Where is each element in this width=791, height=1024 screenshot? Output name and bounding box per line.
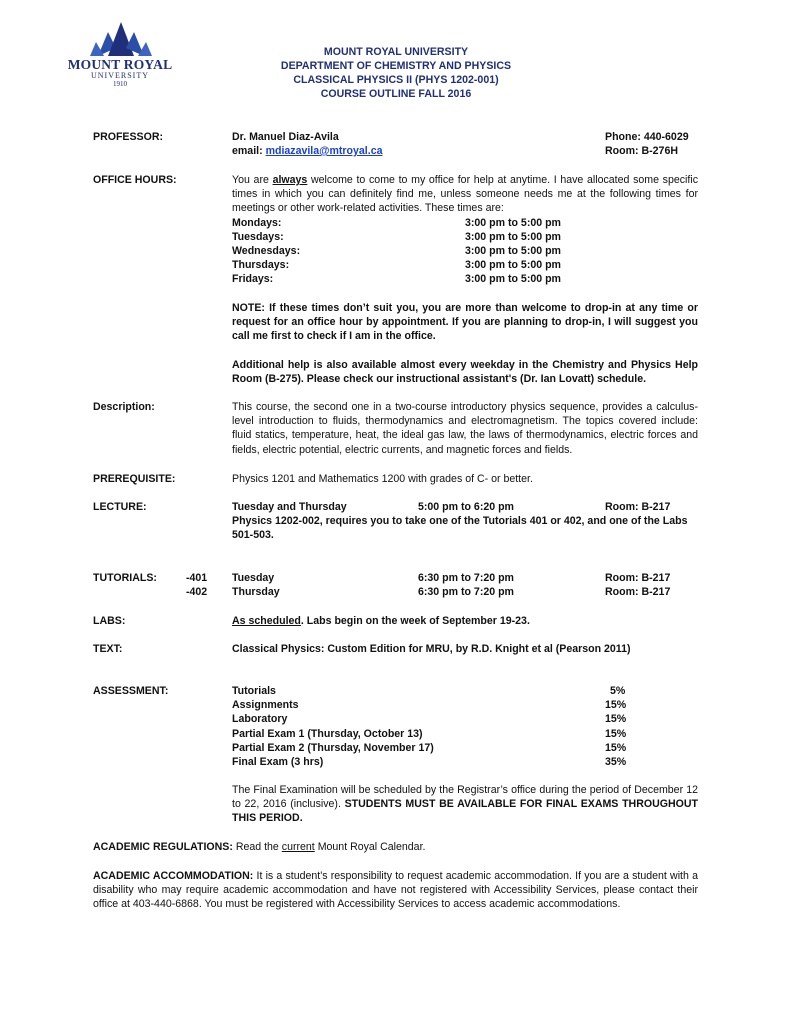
tutorial-time: 6:30 pm to 7:20 pm	[418, 572, 514, 584]
lecture-label: LECTURE:	[93, 501, 147, 513]
header-university: MOUNT ROYAL UNIVERSITY	[323, 46, 469, 58]
description-text: This course, the second one in a two-course introductory physics sequence, provides a calculus-level introduction to fluids, thermodynamics and electromagnetism. The topics covered include: fluid statics, temperature, heat, the ideal gas law, the laws of thermodynamics, electric forces and fields, electric potential, electric currents, and magnetic forces and fields.	[232, 401, 698, 456]
assessment-label: ASSESSMENT:	[93, 685, 169, 697]
description-label: Description:	[93, 401, 155, 413]
assessment-weight: 15%	[605, 728, 627, 740]
professor-phone: Phone: 440-6029	[605, 131, 689, 143]
lecture-note: Physics 1202-002, requires you to take one of the Tutorials 401 or 402, and one of the Labs 501-503.	[232, 515, 688, 542]
assessment-weight: 15%	[605, 713, 627, 725]
schedule-day: Fridays:	[232, 273, 274, 285]
assessment-item: Partial Exam 2 (Thursday, November 17)	[232, 742, 434, 754]
tutorial-room: Room: B-217	[605, 572, 671, 584]
logo-name: MOUNT ROYAL	[67, 57, 173, 72]
email-label: email:	[232, 145, 266, 157]
text-label: TEXT:	[93, 643, 123, 655]
regulations-current: current	[281, 841, 315, 853]
regulations-text-1: Read the	[232, 841, 282, 853]
schedule-day: Mondays:	[232, 217, 282, 229]
lecture-days: Tuesday and Thursday	[232, 501, 347, 513]
tutorial-section: -402	[186, 586, 208, 598]
academic-regulations	[93, 840, 698, 854]
office-hours-note: NOTE: If these times don’t suit you, you are more than welcome to drop-in at any time or request for an office hour by appointment. If you are planning to drop-in, I will suggest you call me first to check if I am in the office.	[232, 302, 698, 343]
labs-label: LABS:	[93, 615, 126, 627]
intro-always: always	[272, 174, 308, 186]
academic-regulations-label: ACADEMIC REGULATIONS:	[93, 841, 233, 853]
labs-rest: . Labs begin on the week of September 19-23.	[300, 615, 530, 627]
assessment-item: Partial Exam 1 (Thursday, October 13)	[232, 728, 423, 740]
assessment-item: Assignments	[232, 699, 299, 711]
schedule-time: 3:00 pm to 5:00 pm	[465, 273, 561, 285]
prerequisite-label: PREREQUISITE:	[93, 473, 176, 485]
schedule-time: 3:00 pm to 5:00 pm	[465, 217, 561, 229]
schedule-day: Thursdays:	[232, 259, 290, 271]
tutorial-time: 6:30 pm to 7:20 pm	[418, 586, 514, 598]
university-logo-icon	[78, 18, 164, 58]
office-hours-label: OFFICE HOURS:	[93, 174, 177, 186]
labs-scheduled: As scheduled	[232, 615, 301, 627]
logo-subtitle: UNIVERSITY	[91, 71, 149, 80]
accommodation-text: It is a student's responsibility to request academic accommodation. If you are a student with a disability who may require academic accommodation and have not registered with Accessibility Services, please contact their office at 403-440-6868. You must be registered with Accessibility Services to access academic accommodations.	[93, 870, 698, 911]
textbook-title: Classical Physics: Custom Edition for MRU, by R.D. Knight et al (Pearson 2011)	[232, 643, 631, 655]
assessment-weight: 5%	[610, 685, 626, 697]
logo-year: 1910	[113, 80, 127, 88]
assessment-weight: 15%	[605, 742, 627, 754]
header-outline: COURSE OUTLINE FALL 2016	[320, 88, 472, 100]
schedule-day: Tuesdays:	[232, 231, 284, 243]
final-exam-note	[232, 783, 698, 826]
academic-accommodation-label: ACADEMIC ACCOMMODATION:	[93, 870, 254, 882]
assessment-item: Tutorials	[232, 685, 276, 697]
assessment-item: Laboratory	[232, 713, 288, 725]
assessment-weight: 35%	[605, 756, 627, 768]
professor-email-link[interactable]: mdiazavila@mtroyal.ca	[265, 145, 383, 157]
tutorial-section: -401	[186, 572, 208, 584]
schedule-time: 3:00 pm to 5:00 pm	[465, 245, 561, 257]
schedule-time: 3:00 pm to 5:00 pm	[465, 231, 561, 243]
header-department: DEPARTMENT OF CHEMISTRY AND PHYSICS	[280, 60, 512, 72]
final-exam-note-bold: STUDENTS MUST BE AVAILABLE FOR FINAL EXAMS THROUGHOUT THIS PERIOD.	[232, 798, 698, 825]
lecture-time: 5:00 pm to 6:20 pm	[418, 501, 514, 513]
academic-accommodation	[93, 869, 698, 912]
professor-label: PROFESSOR:	[93, 131, 164, 143]
assessment-weight: 15%	[605, 699, 627, 711]
schedule-day: Wednesdays:	[232, 245, 301, 257]
professor-room: Room: B-276H	[605, 145, 678, 157]
schedule-time: 3:00 pm to 5:00 pm	[465, 259, 561, 271]
final-exam-note-text: The Final Examination will be scheduled by the Registrar’s office during the period of December 12 to 22, 2016 (inclusive).	[232, 784, 698, 811]
tutorial-day: Thursday	[232, 586, 280, 598]
intro-part-2: welcome to come to my office for help at anytime. I have allocated some specific times in which you can definitely find me, unless someone needs me at the following times for meetings or other work-related activities. These times are:	[232, 174, 699, 215]
assessment-item: Final Exam (3 hrs)	[232, 756, 324, 768]
professor-email-row	[232, 144, 382, 158]
professor-name: Dr. Manuel Diaz-Avila	[232, 131, 339, 143]
intro-part-1: You are	[232, 174, 273, 186]
tutorial-room: Room: B-217	[605, 586, 671, 598]
labs-text	[232, 614, 530, 628]
tutorials-label: TUTORIALS:	[93, 572, 157, 584]
office-hours-intro	[232, 173, 698, 216]
prerequisite-text: Physics 1201 and Mathematics 1200 with grades of C- or better.	[232, 473, 533, 485]
regulations-text-2: Mount Royal Calendar.	[314, 841, 426, 853]
lecture-room: Room: B-217	[605, 501, 671, 513]
tutorial-day: Tuesday	[232, 572, 275, 584]
office-hours-additional: Additional help is also available almost every weekday in the Chemistry and Physics Help Room (B-275). Please check our instructional assistant's (Dr. Ian Lovatt) schedule.	[232, 359, 698, 386]
header-course: CLASSICAL PHYSICS II (PHYS 1202-001)	[293, 74, 499, 86]
